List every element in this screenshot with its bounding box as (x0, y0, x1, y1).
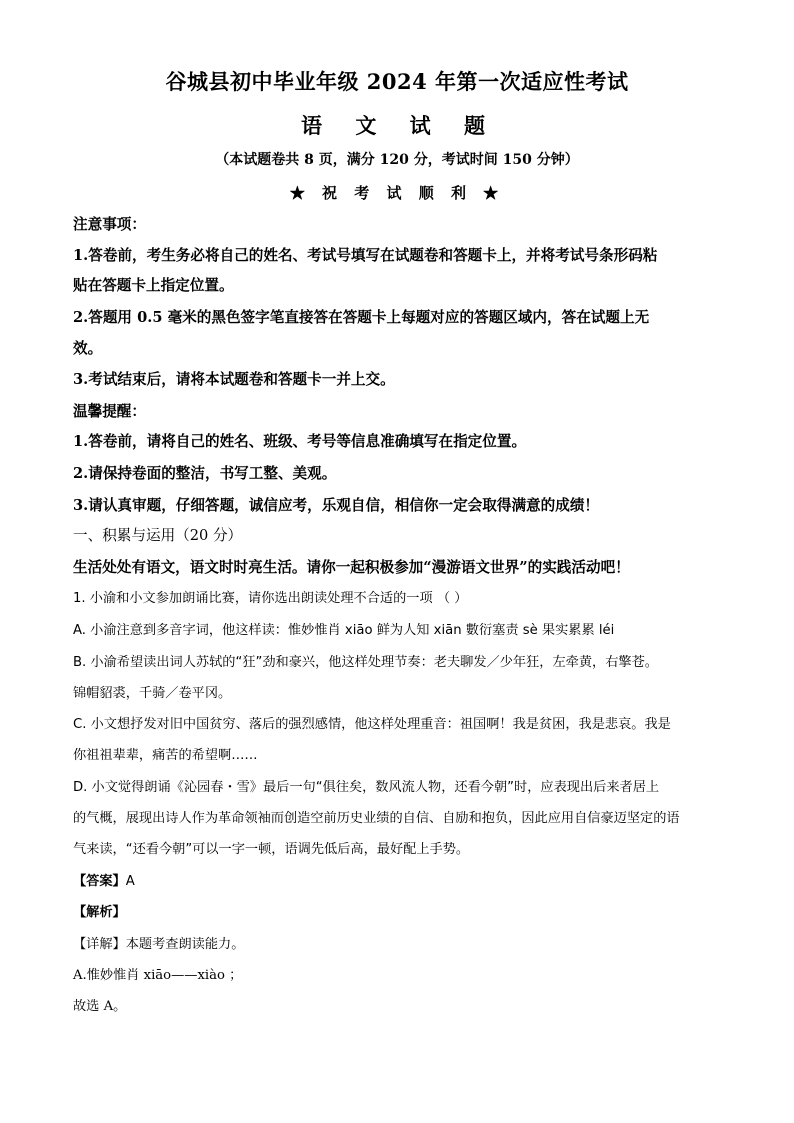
answer-value: A (125, 874, 135, 889)
reminder-line: 2.请保持卷面的整洁，书写工整、美观。 (73, 465, 337, 482)
notice-line: 3.考试结束后，请将本试题卷和答题卡一并上交。 (73, 371, 395, 388)
option-a: A. 小渝注意到多音字词，他这样读：惟妙惟肖 xiāo 鲜为人知 xiān 數衍塞责 sè 果实累累 léi (73, 623, 615, 638)
detail-tag: 【详解】 (73, 937, 126, 952)
option-d: D. 小文觉得朗诵《沁园春・雪》最后一句“俱往矣，数风流人物，还看今朝”时，应表现出后来者居上 (73, 780, 660, 795)
answer-line (73, 870, 135, 889)
exam-title: 谷城县初中毕业年级 2024 年第一次适应性考试 (165, 69, 629, 94)
section-heading: 一、积累与运用（20 分） (73, 527, 243, 544)
section-intro: 生活处处有语文，语文时时亮生活。请你一起积极参加“漫游语文世界”的实践活动吧！ (73, 559, 630, 576)
notice-line: 1.答卷前，考生务必将自己的姓名、考试号填写在试题卷和答题卡上，并将考试号条形码粘 (73, 247, 658, 264)
detail-line (73, 933, 244, 952)
notice-heading: 注意事项： (73, 216, 146, 233)
exam-subtitle: 语 文 试 题 (301, 113, 493, 138)
notice-line: 2.答题用 0.5 毫米的黑色签字笔直接答在答题卡上每题对应的答题区域内，答在试题上无 (73, 309, 650, 326)
detail-text: 本题考查朗读能力。 (125, 937, 245, 952)
reminder-heading: 温馨提醒： (73, 403, 146, 420)
reminder-line: 1.答卷前，请将自己的姓名、班级、考号等信息准确填写在指定位置。 (73, 433, 527, 450)
option-d-continued: 的气概，展现出诗人作为革命领袖而创造空前历史业绩的自信、自励和抱负，因此应用自信豪迈坚定的语 (73, 811, 680, 826)
option-c-continued: 你祖祖辈辈，痛苦的希望啊…… (73, 748, 258, 763)
question-stem: 1. 小渝和小文参加朗诵比赛，请你选出朗读处理不合适的一项 （ ） (73, 591, 468, 606)
exam-meta: （本试题卷共 8 页，满分 120 分，考试时间 150 分钟） (215, 152, 579, 168)
option-d-continued: 气来读，“还看今朝”可以一字一顿，语调先低后高，最好配上手势。 (73, 842, 470, 857)
option-b-continued: 锦帽貂裘，千骑／卷平冈。 (73, 686, 232, 701)
answer-tag: 【答案】 (73, 874, 126, 889)
conclusion: 故选 A。 (73, 999, 127, 1014)
detail-point: A.惟妙惟肖 xiāo——xiào ； (73, 968, 243, 983)
option-b: B. 小渝希望读出词人苏轼的“狂”劲和豪兴，他这样处理节奏：老夫聊发／少年狂，左牵黄，右擎苍。 (73, 655, 658, 670)
reminder-line: 3.请认真审题，仔细答题，诚信应考，乐观自信，相信你一定会取得满意的成绩！ (73, 497, 600, 514)
good-luck-line: ★ 祝 考 试 顺 利 ★ (289, 184, 505, 202)
option-c: C. 小文想抒发对旧中国贫穷、落后的强烈感情，他这样处理重音：祖国啊！我是贫困，我是悲哀。我是 (73, 717, 671, 732)
notice-line: 效。 (73, 340, 103, 357)
notice-line: 贴在答题卡上指定位置。 (73, 277, 234, 294)
analysis-tag: 【解析】 (73, 905, 126, 920)
